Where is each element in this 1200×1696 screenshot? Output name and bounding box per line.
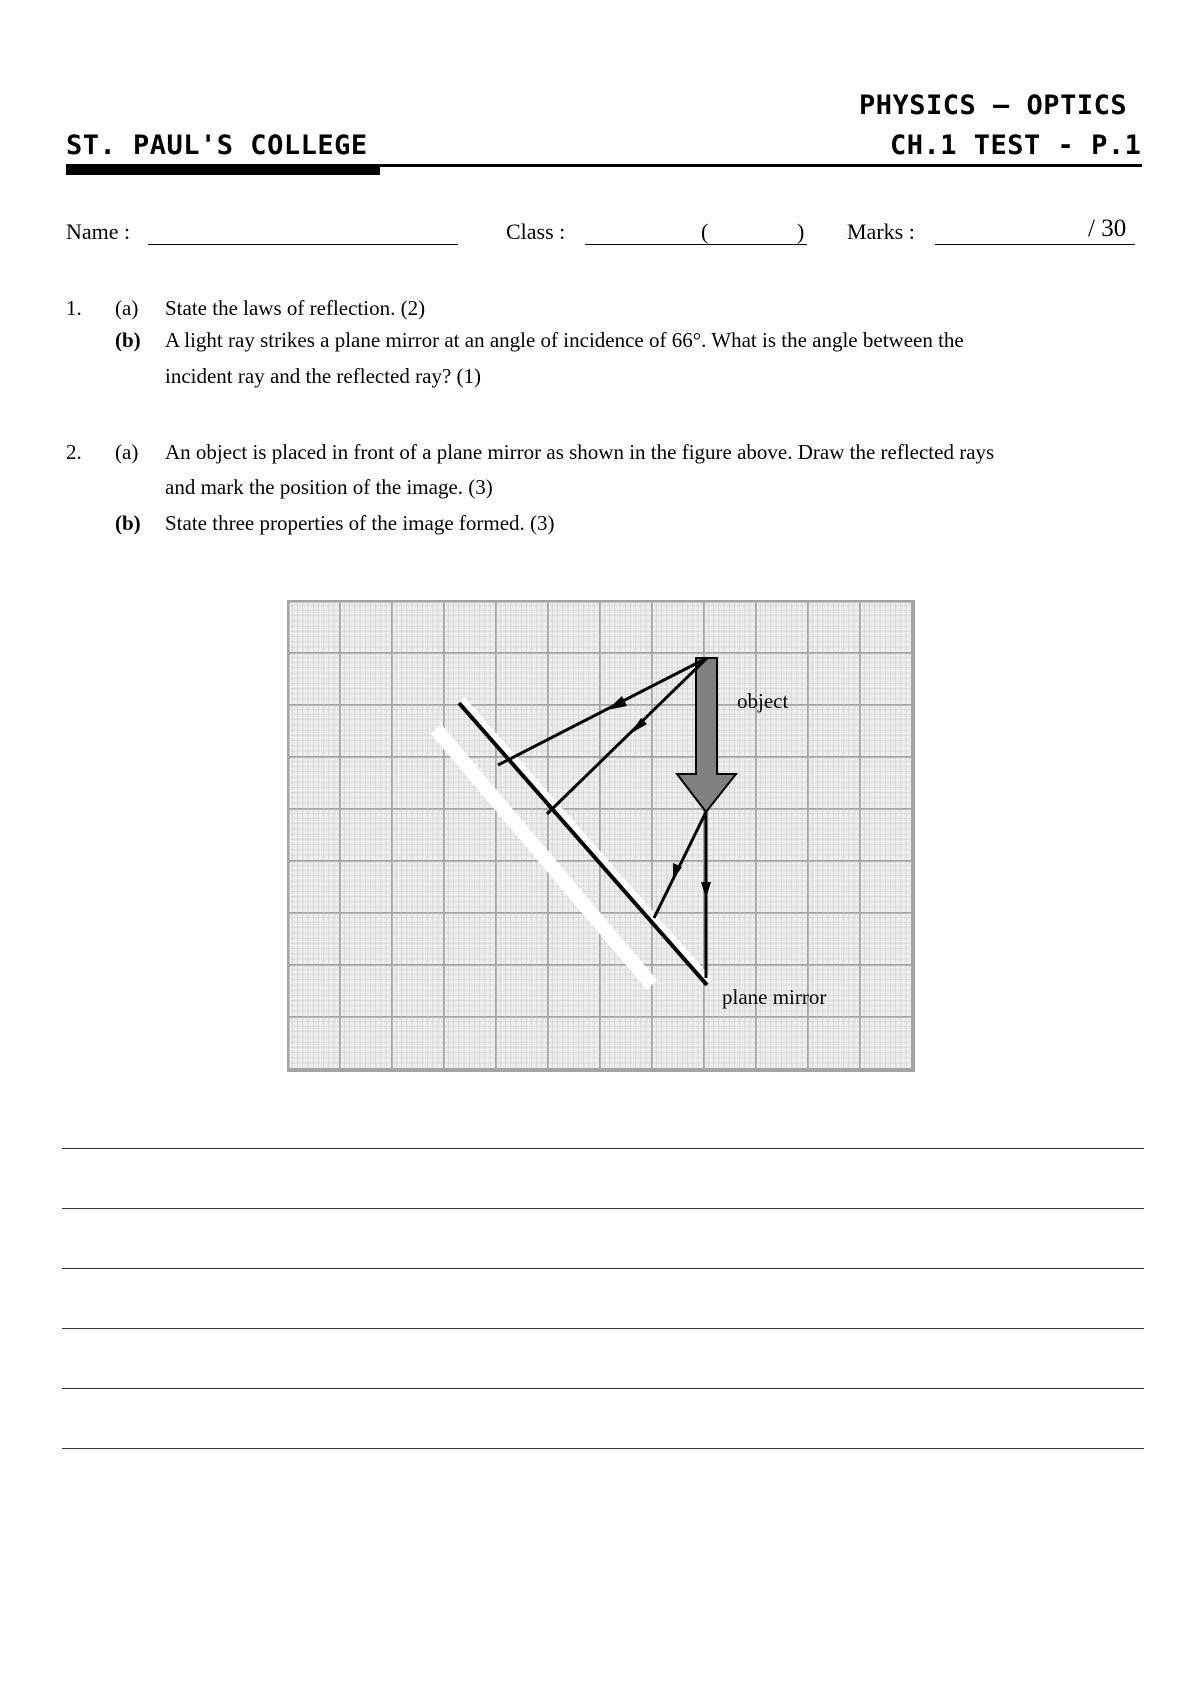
- name-field[interactable]: [148, 244, 458, 245]
- question-2a-text-line2: and mark the position of the image. (3): [165, 475, 493, 499]
- class-label: Class :: [506, 219, 566, 244]
- answer-line-3[interactable]: [62, 1268, 1144, 1269]
- optics-figure: [287, 600, 915, 1072]
- question-1b-label: (b): [115, 328, 141, 352]
- marks-total: / 30: [1088, 215, 1127, 242]
- class-paren-open: (: [701, 219, 709, 244]
- question-2a-label: (a): [115, 440, 139, 464]
- answer-line-6[interactable]: [62, 1448, 1144, 1449]
- name-label: Name :: [66, 219, 131, 244]
- question-2b-label: (b): [115, 511, 141, 535]
- object-label: object: [737, 689, 789, 713]
- marks-label: Marks :: [847, 219, 915, 244]
- class-paren-close: ): [797, 219, 805, 244]
- question-2a-text-line1: An object is placed in front of a plane mirror as shown in the figure above. Draw the reflected rays: [165, 440, 995, 464]
- marks-field[interactable]: [935, 244, 1135, 245]
- class-field[interactable]: [585, 244, 807, 245]
- plane-mirror-label: plane mirror: [722, 985, 827, 1009]
- answer-line-4[interactable]: [62, 1328, 1144, 1329]
- question-1b-text-line1: A light ray strikes a plane mirror at an angle of incidence of 66°. What is the angle between the: [165, 328, 964, 352]
- question-1-number: 1.: [66, 296, 82, 320]
- question-1a-text: State the laws of reflection. (2): [165, 296, 426, 320]
- answer-line-1[interactable]: [62, 1148, 1144, 1149]
- header-rule-accent: [66, 166, 380, 175]
- question-1b-text-line2: incident ray and the reflected ray? (1): [165, 364, 481, 388]
- question-2-number: 2.: [66, 440, 82, 464]
- answer-line-2[interactable]: [62, 1208, 1144, 1209]
- question-1a-label: (a): [115, 296, 139, 320]
- test-page-label: CH.1 TEST - P.1: [890, 130, 1142, 161]
- question-2b-text: State three properties of the image formed. (3): [165, 511, 555, 535]
- subject-title: PHYSICS – OPTICS: [859, 90, 1128, 121]
- school-name: ST. PAUL'S COLLEGE: [66, 130, 368, 161]
- answer-line-5[interactable]: [62, 1388, 1144, 1389]
